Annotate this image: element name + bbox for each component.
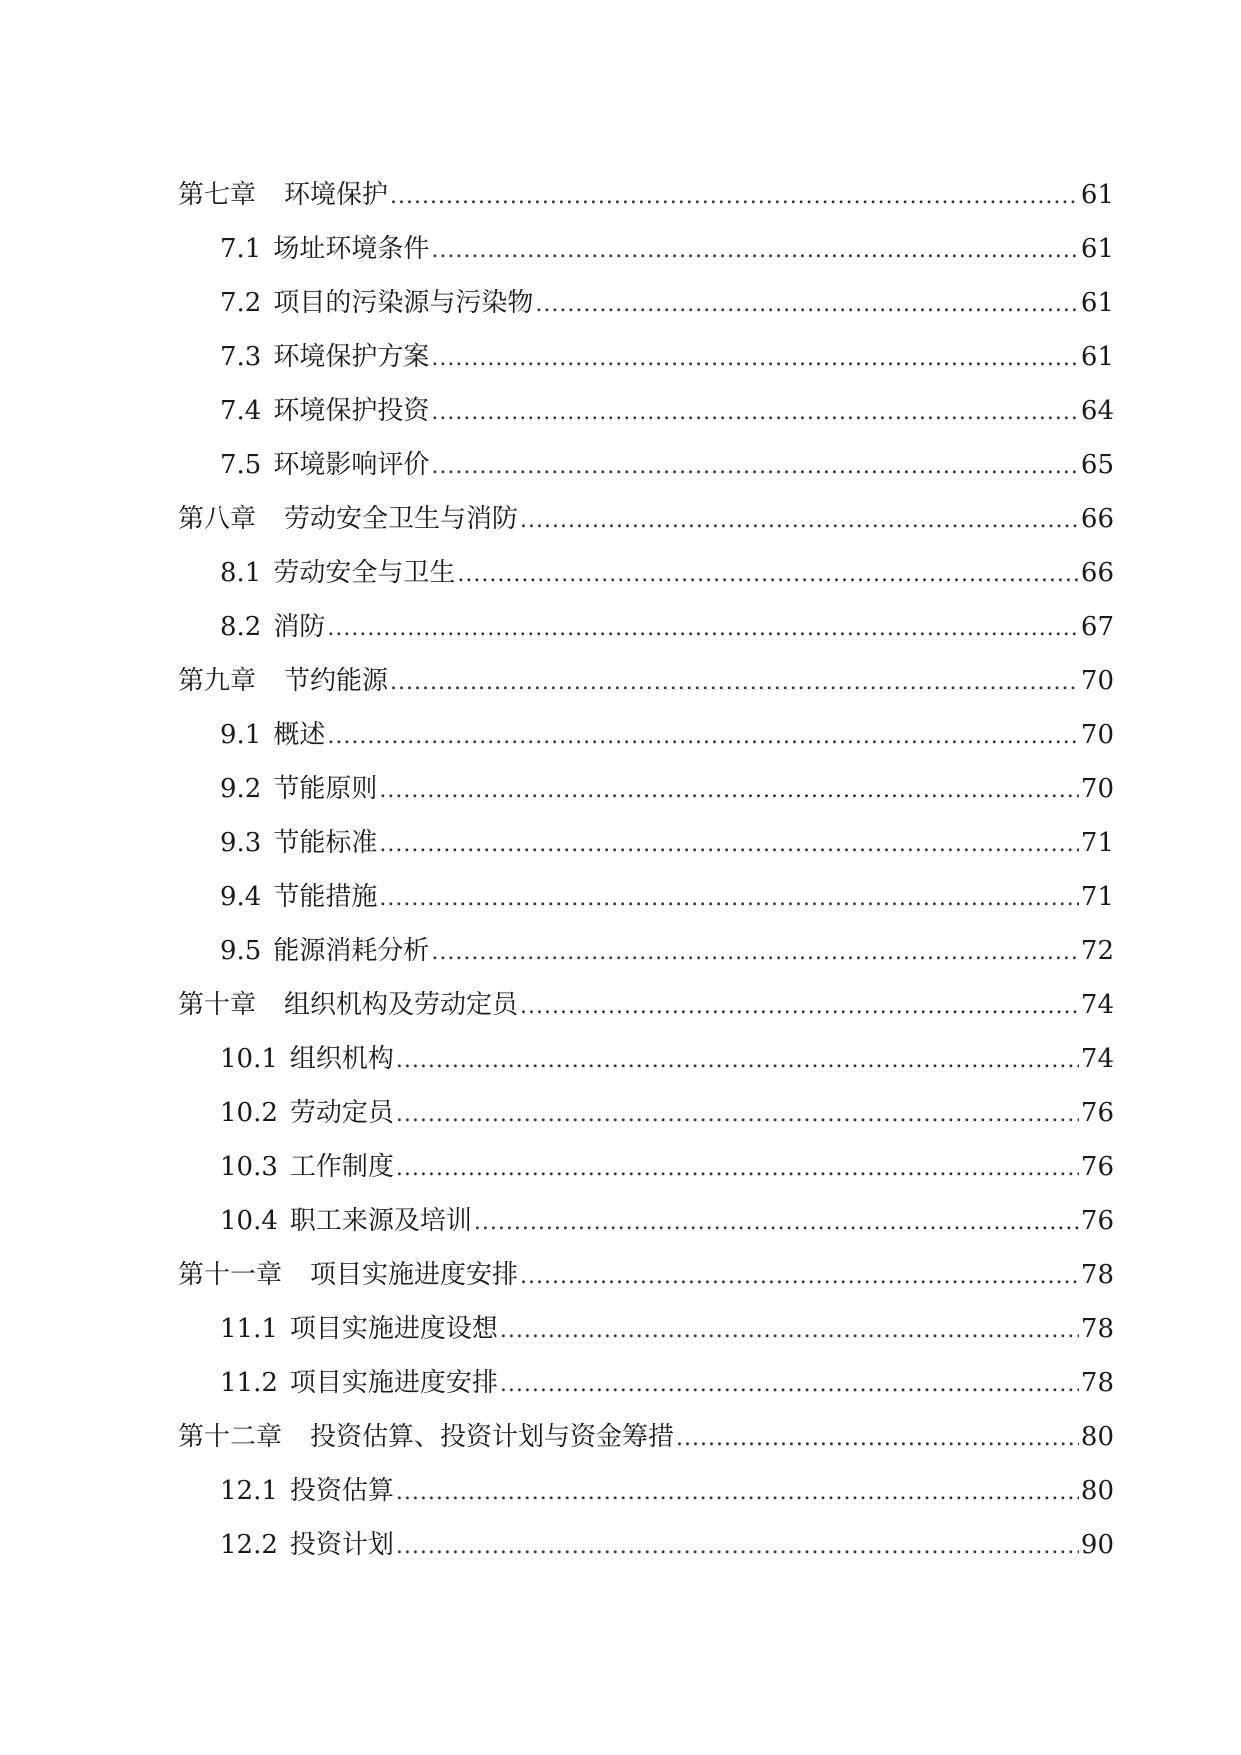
toc-entry-chapter-8[interactable] [178, 482, 1114, 536]
toc-entry-title: 节能措施 [273, 882, 378, 912]
toc-entry-number: 第十章 [178, 990, 257, 1020]
toc-entry-section-12-2[interactable] [178, 1508, 1114, 1562]
toc-entry-title: 劳动定员 [289, 1098, 394, 1128]
toc-entry-number: 9.5 [220, 936, 262, 966]
toc-entry-number: 10.1 [220, 1044, 278, 1074]
dot-leader [520, 506, 1079, 536]
dot-leader [431, 344, 1079, 374]
dot-leader [676, 1424, 1079, 1454]
toc-entry-number: 9.2 [220, 774, 262, 804]
dot-leader [396, 1100, 1079, 1130]
toc-entry-section-9-1[interactable] [178, 698, 1114, 752]
toc-entry-page: 67 [1080, 612, 1114, 642]
dot-leader [379, 884, 1079, 914]
toc-entry-section-7-4[interactable] [178, 374, 1114, 428]
toc-entry-number: 7.1 [220, 234, 262, 264]
toc-entry-page: 71 [1080, 828, 1114, 858]
toc-entry-section-10-1[interactable] [178, 1022, 1114, 1076]
toc-entry-page: 72 [1080, 936, 1114, 966]
toc-entry-section-7-3[interactable] [178, 320, 1114, 374]
toc-entry-section-8-1[interactable] [178, 536, 1114, 590]
toc-entry-section-10-2[interactable] [178, 1076, 1114, 1130]
dot-leader [396, 1532, 1079, 1562]
dot-leader [457, 560, 1079, 590]
toc-entry-number: 第九章 [178, 666, 257, 696]
toc-entry-title: 劳动安全与卫生 [273, 558, 456, 588]
toc-entry-number: 第八章 [178, 504, 257, 534]
toc-entry-section-7-2[interactable] [178, 266, 1114, 320]
toc-entry-title: 组织机构 [289, 1044, 394, 1074]
toc-entry-section-9-3[interactable] [178, 806, 1114, 860]
dot-leader [500, 1370, 1079, 1400]
toc-entry-page: 61 [1080, 288, 1114, 318]
toc-entry-title: 能源消耗分析 [273, 936, 430, 966]
toc-entry-page: 74 [1080, 1044, 1114, 1074]
toc-entry-section-11-1[interactable] [178, 1292, 1114, 1346]
toc-entry-number: 7.5 [220, 450, 262, 480]
dot-leader [327, 614, 1079, 644]
toc-entry-section-9-5[interactable] [178, 914, 1114, 968]
toc-entry-number: 12.1 [220, 1476, 278, 1506]
toc-entry-title: 环境保护 [284, 180, 389, 210]
toc-entry-section-9-4[interactable] [178, 860, 1114, 914]
toc-entry-section-10-3[interactable] [178, 1130, 1114, 1184]
toc-entry-number: 7.4 [220, 396, 262, 426]
toc-entry-section-8-2[interactable] [178, 590, 1114, 644]
toc-entry-page: 70 [1080, 774, 1114, 804]
toc-entry-chapter-10[interactable] [178, 968, 1114, 1022]
toc-entry-number: 11.1 [220, 1314, 278, 1344]
toc-entry-number: 10.2 [220, 1098, 278, 1128]
dot-leader [390, 182, 1079, 212]
toc-entry-title: 场址环境条件 [273, 234, 430, 264]
toc-entry-page: 64 [1080, 396, 1114, 426]
table-of-contents [178, 158, 1114, 1562]
toc-entry-number: 12.2 [220, 1530, 278, 1560]
toc-entry-number: 10.3 [220, 1152, 278, 1182]
dot-leader [431, 398, 1079, 428]
toc-entry-title: 项目实施进度安排 [310, 1260, 519, 1290]
dot-leader [520, 992, 1079, 1022]
toc-entry-title: 投资估算 [289, 1476, 394, 1506]
toc-entry-page: 78 [1080, 1260, 1114, 1290]
toc-entry-title: 劳动安全卫生与消防 [284, 504, 519, 534]
toc-entry-title: 概述 [273, 720, 326, 750]
toc-entry-page: 74 [1080, 990, 1114, 1020]
toc-entry-number: 8.1 [220, 558, 262, 588]
dot-leader [396, 1154, 1079, 1184]
toc-entry-page: 78 [1080, 1368, 1114, 1398]
dot-leader [379, 776, 1079, 806]
toc-entry-title: 环境影响评价 [273, 450, 430, 480]
toc-entry-title: 项目实施进度安排 [289, 1368, 498, 1398]
toc-entry-title: 节约能源 [284, 666, 389, 696]
toc-entry-title: 投资计划 [289, 1530, 394, 1560]
dot-leader [431, 938, 1079, 968]
toc-entry-title: 项目实施进度设想 [289, 1314, 498, 1344]
toc-entry-title: 节能原则 [273, 774, 378, 804]
toc-entry-number: 第十二章 [178, 1422, 283, 1452]
toc-entry-number: 9.4 [220, 882, 262, 912]
dot-leader [396, 1478, 1079, 1508]
toc-entry-title: 组织机构及劳动定员 [284, 990, 519, 1020]
toc-entry-page: 76 [1080, 1098, 1114, 1128]
toc-entry-section-10-4[interactable] [178, 1184, 1114, 1238]
toc-entry-number: 7.3 [220, 342, 262, 372]
dot-leader [390, 668, 1079, 698]
dot-leader [431, 452, 1079, 482]
toc-entry-number: 9.1 [220, 720, 262, 750]
toc-entry-title: 工作制度 [289, 1152, 394, 1182]
toc-entry-page: 66 [1080, 558, 1114, 588]
toc-entry-title: 投资估算、投资计划与资金筹措 [310, 1422, 675, 1452]
toc-entry-title: 消防 [273, 612, 326, 642]
toc-entry-title: 环境保护投资 [273, 396, 430, 426]
dot-leader [520, 1262, 1079, 1292]
toc-entry-page: 80 [1080, 1422, 1114, 1452]
toc-entry-number: 8.2 [220, 612, 262, 642]
toc-entry-section-9-2[interactable] [178, 752, 1114, 806]
toc-entry-number: 10.4 [220, 1206, 278, 1236]
toc-entry-number: 9.3 [220, 828, 262, 858]
toc-entry-page: 66 [1080, 504, 1114, 534]
toc-entry-chapter-9[interactable] [178, 644, 1114, 698]
toc-entry-chapter-12[interactable] [178, 1400, 1114, 1454]
toc-entry-chapter-7[interactable] [178, 158, 1114, 212]
toc-entry-section-12-1[interactable] [178, 1454, 1114, 1508]
toc-entry-page: 70 [1080, 666, 1114, 696]
dot-leader [396, 1046, 1079, 1076]
toc-entry-number: 第十一章 [178, 1260, 283, 1290]
toc-entry-title: 项目的污染源与污染物 [273, 288, 534, 318]
toc-entry-number: 7.2 [220, 288, 262, 318]
toc-entry-page: 61 [1080, 180, 1114, 210]
toc-entry-page: 76 [1080, 1206, 1114, 1236]
dot-leader [535, 290, 1079, 320]
toc-entry-number: 11.2 [220, 1368, 278, 1398]
dot-leader [379, 830, 1079, 860]
toc-entry-page: 71 [1080, 882, 1114, 912]
dot-leader [327, 722, 1079, 752]
toc-entry-page: 65 [1080, 450, 1114, 480]
dot-leader [500, 1316, 1079, 1346]
toc-entry-page: 76 [1080, 1152, 1114, 1182]
toc-entry-title: 节能标准 [273, 828, 378, 858]
toc-entry-page: 61 [1080, 234, 1114, 264]
toc-entry-page: 61 [1080, 342, 1114, 372]
toc-entry-page: 70 [1080, 720, 1114, 750]
toc-entry-section-7-1[interactable] [178, 212, 1114, 266]
toc-entry-title: 环境保护方案 [273, 342, 430, 372]
toc-entry-chapter-11[interactable] [178, 1238, 1114, 1292]
toc-entry-number: 第七章 [178, 180, 257, 210]
toc-entry-page: 90 [1080, 1530, 1114, 1560]
dot-leader [431, 236, 1079, 266]
toc-entry-page: 80 [1080, 1476, 1114, 1506]
toc-entry-section-7-5[interactable] [178, 428, 1114, 482]
toc-entry-page: 78 [1080, 1314, 1114, 1344]
toc-entry-title: 职工来源及培训 [289, 1206, 472, 1236]
toc-entry-section-11-2[interactable] [178, 1346, 1114, 1400]
dot-leader [474, 1208, 1079, 1238]
